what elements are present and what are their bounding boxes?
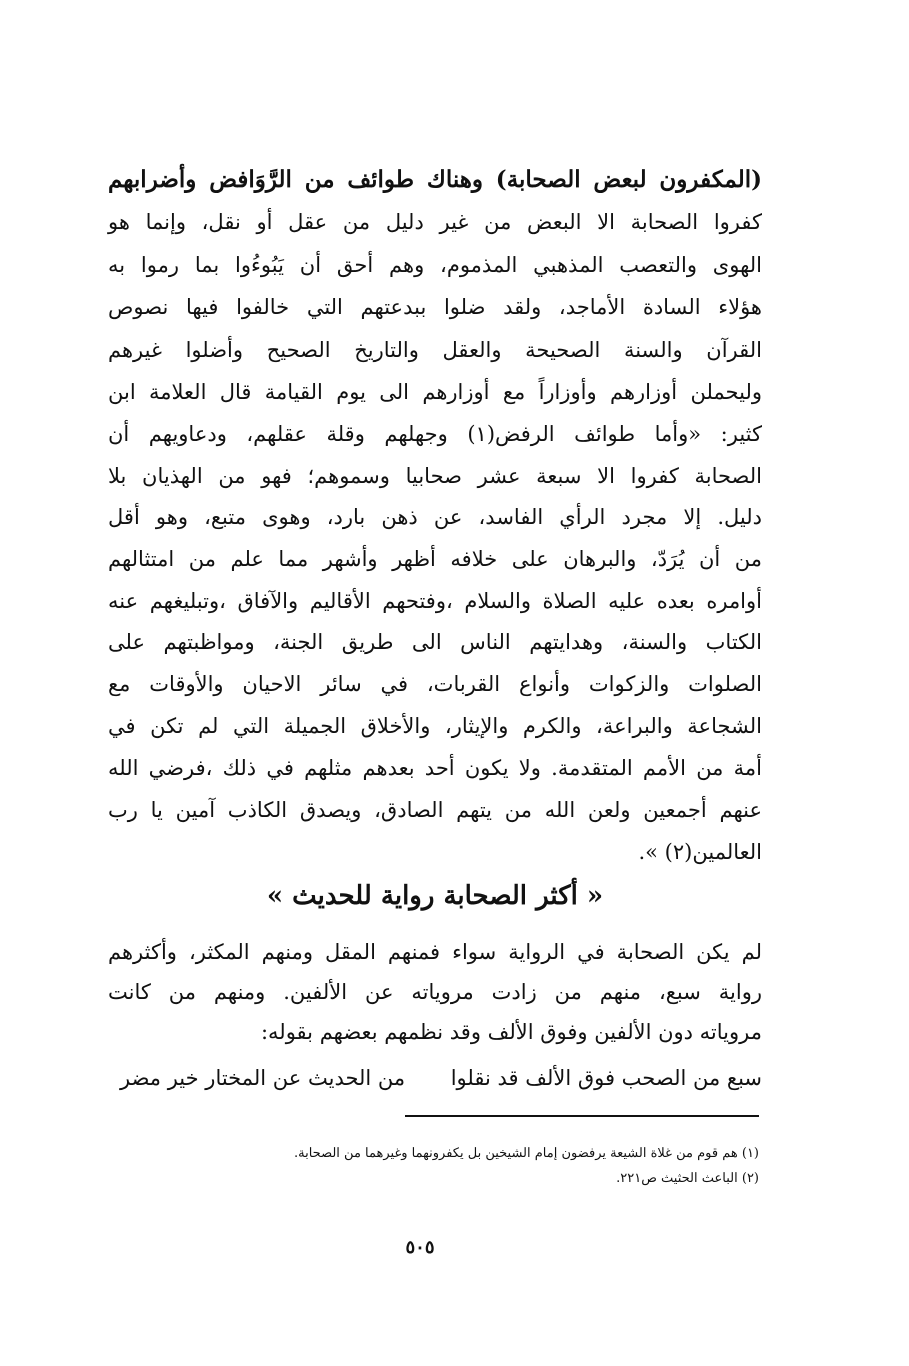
body-line: دليل. إلا مجرد الرأي الفاسد، عن ذهن بارد، وهوى متبع، وهو أقل [108,505,762,529]
section-line: مروياته دون الألفين وفوق الألف وقد نظمهم بعضهم بقوله: [260,1020,762,1044]
body-line: الصحابة كفروا الا سبعة عشر صحابيا وسموهم؛ فهو من الهذيان بلا [108,464,762,488]
body-line: الشجاعة والبراعة، والكرم والإيثار، والأخلاق الجميلة التي لم تكن في [108,714,762,738]
body-line: الهوى والتعصب المذهبي المذموم، وهم أحق أن يَبُوءُوا بما رموا به [108,253,762,277]
footnote: (٢) الباعث الحثيث ص٢٢١. [616,1171,759,1186]
body-line: الصلوات والزكوات وأنواع القربات، في سائر الاحيان والأوقات مع [108,672,762,696]
body-line-last: العالمين(٢) ». [638,840,762,864]
body-line: (المكفرون لبعض الصحابة) وهناك طوائف من الرَّوَافض وأضرابهم [108,166,762,193]
section-title: « أكثر الصحابة رواية للحديث » [266,881,604,911]
verse-second-half: من الحديث عن المختار خير مضر [120,1066,406,1090]
verse-first-half: سبع من الصحب فوق الألف قد نقلوا [450,1066,762,1090]
body-line: القرآن والسنة الصحيحة والعقل والتاريخ الصحيح وأضلوا غيرهم [108,338,762,362]
body-line: هؤلاء السادة الأماجد، ولقد ضلوا ببدعتهم التي خالفوا فيها نصوص [108,295,762,319]
footnote-separator [405,1115,759,1117]
body-line: عنهم أجمعين ولعن الله من يتهم الصادق، ويصدق الكاذب آمين يا رب [108,798,762,822]
body-line: الكتاب والسنة، وهدايتهم الناس الى طريق الجنة، ومواظبتهم على [108,630,762,654]
body-line: كثير: «وأما طوائف الرفض(١) وجهلهم وقلة عقلهم، ودعاويهم أن [108,422,763,446]
section-line: لم يكن الصحابة في الرواية سواء فمنهم المقل ومنهم المكثر، وأكثرهم [108,940,762,964]
section-line: رواية سبع، منهم من زادت مروياته عن الألفين. ومنهم من كانت [108,980,762,1004]
body-line: أوامره بعده عليه الصلاة والسلام ،وفتحهم الأقاليم والآفاق ،وتبليغهم عنه [108,589,762,613]
body-line: كفروا الصحابة الا البعض من غير دليل من عقل أو نقل، وإنما هو [108,210,762,234]
page-number: ٥٠٥ [405,1237,435,1258]
footnote: (١) هم قوم من غلاة الشيعة يرفضون إمام الشيخين بل يكفرونهما وغيرهما من الصحابة. [294,1146,759,1161]
body-line: وليحملن أوزارهم وأوزاراً مع أوزارهم الى يوم القيامة قال العلامة ابن [108,380,762,404]
body-line: من أن يُرَدّ، والبرهان على خلافه أظهر وأشهر مما علم من امتثالهم [108,547,762,571]
body-line: أمة من الأمم المتقدمة. ولا يكون أحد بعدهم مثلهم في ذلك ،فرضي الله [108,756,762,780]
